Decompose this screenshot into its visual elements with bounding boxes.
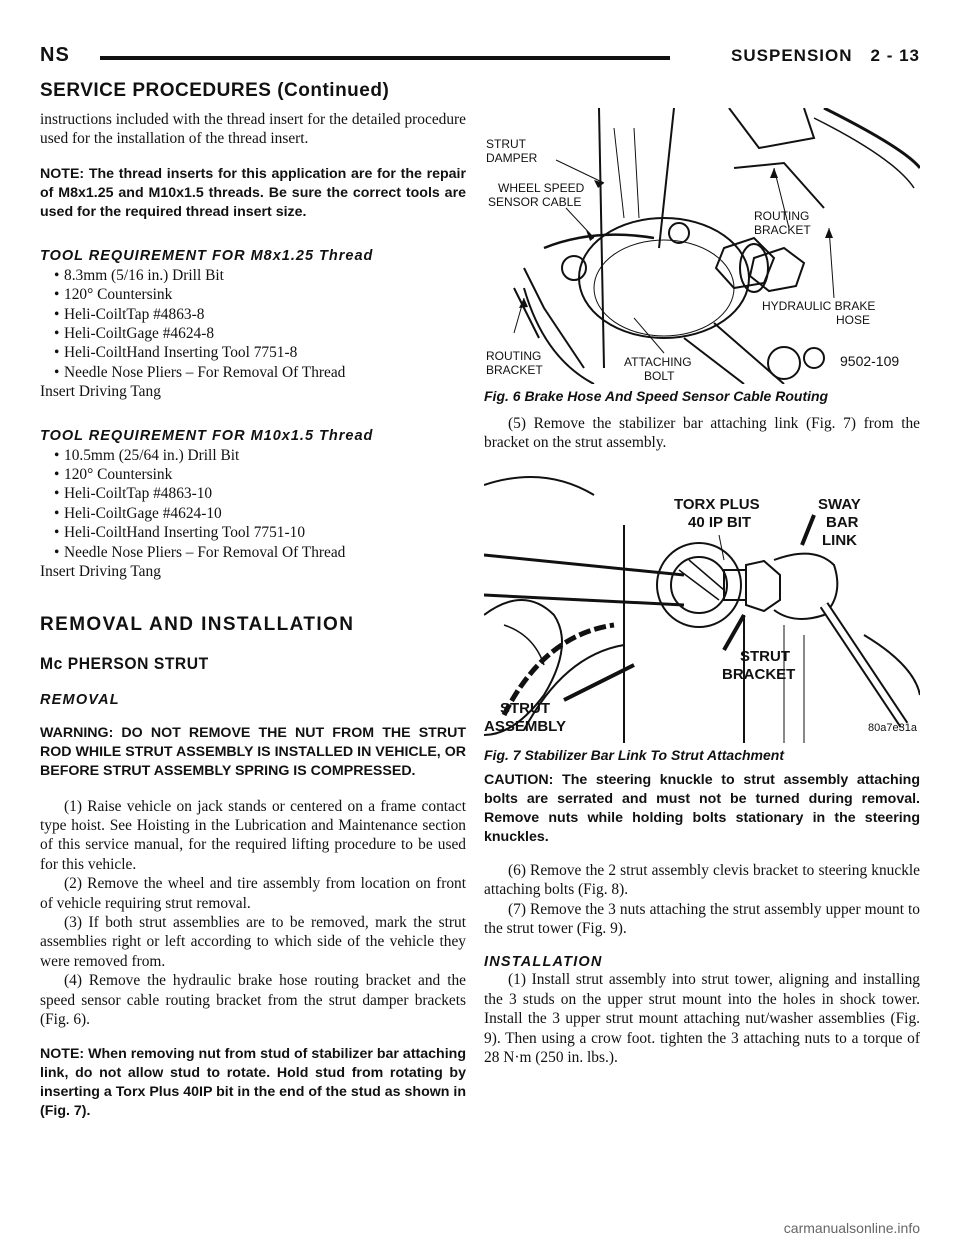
section-page xyxy=(731,46,920,66)
page-header xyxy=(40,38,920,78)
label-strut-damper-2: DAMPER xyxy=(486,151,538,165)
figure-7-caption: Fig. 7 Stabilizer Bar Link To Strut Attachment xyxy=(484,746,784,763)
list-item: • Heli-CoiltGage #4624-10 xyxy=(54,504,222,522)
tool-list-m8 xyxy=(40,266,466,382)
list-item: • Heli-CoiltHand Inserting Tool 7751-8 xyxy=(54,344,298,362)
page-number: 2 - 13 xyxy=(870,46,920,65)
label-sway-1: SWAY xyxy=(818,495,861,513)
stabilizer-link-illustration xyxy=(484,465,920,743)
intro-text: instructions included with the thread insert for the detailed procedure used for the installation of the thread insert. xyxy=(40,111,466,148)
label-strut-bracket-1: STRUT xyxy=(740,647,790,665)
right-column xyxy=(484,108,920,1067)
list-item: • Heli-CoiltTap #4863-8 xyxy=(54,305,205,323)
tool-list-m10 xyxy=(40,446,466,562)
installation-step-1: (1) Install strut assembly into strut tower, aligning and installing the 3 studs on the upper strut mount into the holes in shock tower. Install the 3 upper strut mount attaching nut/washer assemblies (Fig. 9). Then using a crow foot. tighten the 3 attaching nuts to a torque of 28 N·m (250 in. lbs.). xyxy=(484,971,920,1067)
list-item: • 120° Countersink xyxy=(54,466,173,484)
label-sway-2: BAR xyxy=(826,513,859,531)
figure-6-caption: Fig. 6 Brake Hose And Speed Sensor Cable Routing xyxy=(484,388,829,404)
step-1: (1) Raise vehicle on jack stands or centered on a frame contact type hoist. See Hoisting in the Lubrication and Maintenance section of this service manual, for the required lifting procedure to be used for this vehicle. xyxy=(40,797,466,873)
list-item: • 10.5mm (25/64 in.) Drill Bit xyxy=(54,446,240,464)
list-item-wrap: Insert Driving Tang xyxy=(40,383,161,401)
mcpherson-strut-heading: Mc PHERSON STRUT xyxy=(40,653,209,673)
step-2: (2) Remove the wheel and tire assembly from location on front of vehicle requiring strut removal. xyxy=(40,875,466,912)
figure-code-6: 9502-109 xyxy=(840,353,900,369)
note-stabilizer-nut: NOTE: When removing nut from stud of stabilizer bar attaching link, do not allow stud to rotate. Hold stud from rotating by inserting a Torx Plus 40IP bit in the end of the stud as shown in (Fig. 7). xyxy=(40,1046,466,1120)
section-name: SUSPENSION xyxy=(731,46,853,65)
watermark: carmanualsonline.info xyxy=(783,1220,920,1236)
warning-text: WARNING: DO NOT REMOVE THE NUT FROM THE STRUT ROD WHILE STRUT ASSEMBLY IS INSTALLED IN VEHICLE, OR BEFORE STRUT ASSEMBLY SPRING IS COMPRESSED. xyxy=(40,724,466,779)
label-wheel-speed-2: SENSOR CABLE xyxy=(488,195,582,209)
label-hydraulic-brake-2: HOSE xyxy=(836,313,871,327)
list-item: • Heli-CoiltHand Inserting Tool 7751-10 xyxy=(54,524,306,542)
removal-heading: REMOVAL xyxy=(40,691,120,708)
list-item: • Needle Nose Pliers – For Removal Of Thread xyxy=(54,543,346,561)
label-strut-assembly-2: ASSEMBLY xyxy=(484,717,566,735)
list-item-wrap: Insert Driving Tang xyxy=(40,563,161,581)
label-hydraulic-brake-1: HYDRAULIC BRAKE xyxy=(762,299,876,313)
list-item: • 8.3mm (5/16 in.) Drill Bit xyxy=(54,266,224,284)
caution-text: CAUTION: The steering knuckle to strut assembly attaching bolts are serrated and must not be turned during removal. Remove nuts while holding bolts stationary in the steering knuckles. xyxy=(484,771,920,845)
figure-code-7: 80a7e31a xyxy=(868,721,917,734)
label-strut-bracket-2: BRACKET xyxy=(722,665,796,683)
step-6: (6) Remove the 2 strut assembly clevis bracket to steering knuckle attaching bolts (Fig. 8). xyxy=(484,861,920,899)
figure-7 xyxy=(484,465,920,763)
label-routing-bracket-l2: BRACKET xyxy=(486,363,543,377)
list-item: • Needle Nose Pliers – For Removal Of Thread xyxy=(54,363,346,381)
tool-heading-m10: TOOL REQUIREMENT FOR M10x1.5 Thread xyxy=(40,427,374,444)
step-5: (5) Remove the stabilizer bar attaching link (Fig. 7) from the bracket on the strut assembly. xyxy=(484,415,920,452)
label-sway-3: LINK xyxy=(822,531,857,549)
label-wheel-speed-1: WHEEL SPEED xyxy=(498,181,585,195)
label-attaching-2: BOLT xyxy=(644,369,675,383)
label-strut-assembly-1: STRUT xyxy=(500,699,550,717)
label-strut-damper-1: STRUT xyxy=(486,137,526,151)
step-3: (3) If both strut assemblies are to be removed, mark the strut assemblies right or left according to which side of the vehicle they were removed from. xyxy=(40,913,466,970)
installation-heading: INSTALLATION xyxy=(484,954,603,971)
list-item: • Heli-CoiltGage #4624-8 xyxy=(54,325,215,343)
header-rule xyxy=(100,56,670,60)
list-item: • 120° Countersink xyxy=(54,286,173,304)
model-code: NS xyxy=(40,44,70,66)
label-routing-bracket-r1: ROUTING xyxy=(754,209,810,223)
removal-installation-heading: REMOVAL AND INSTALLATION xyxy=(40,613,355,635)
label-routing-bracket-r2: BRACKET xyxy=(754,223,811,237)
step-7: (7) Remove the 3 nuts attaching the strut assembly upper mount to the strut tower (Fig. 9). xyxy=(484,900,920,938)
step-4: (4) Remove the hydraulic brake hose routing bracket and the speed sensor cable routing bracket from the strut damper brackets (Fig. 6). xyxy=(40,972,466,1028)
list-item: • Heli-CoiltTap #4863-10 xyxy=(54,485,213,503)
note-thread-inserts: NOTE: The thread inserts for this application are for the repair of M8x1.25 and M10x1.5 threads. Be sure the correct tools are used for the required thread insert size. xyxy=(40,165,466,220)
section-continued-heading: SERVICE PROCEDURES (Continued) xyxy=(40,80,390,101)
label-attaching-1: ATTACHING xyxy=(624,355,692,369)
brake-hose-illustration xyxy=(484,108,920,384)
left-column xyxy=(40,110,466,1121)
label-torx-2: 40 IP BIT xyxy=(688,513,752,531)
tool-heading-m8: TOOL REQUIREMENT FOR M8x1.25 Thread xyxy=(40,247,374,264)
label-torx-1: TORX PLUS xyxy=(674,495,760,513)
figure-6 xyxy=(484,108,920,404)
label-routing-bracket-l1: ROUTING xyxy=(486,349,542,363)
